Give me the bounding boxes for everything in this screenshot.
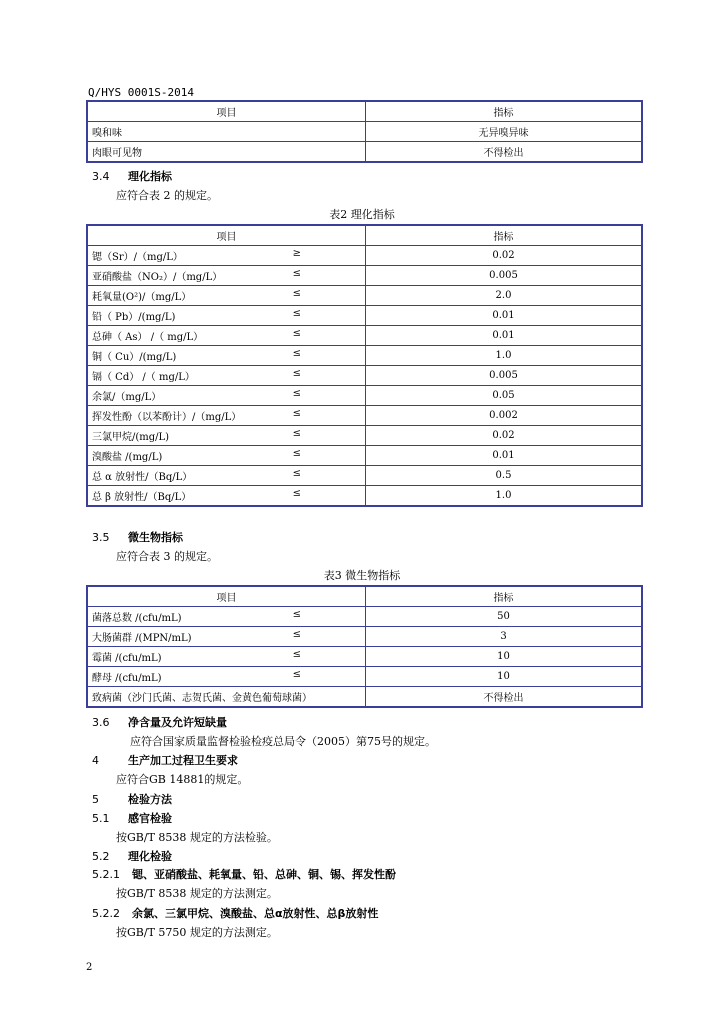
row-item xyxy=(87,386,366,406)
row-value: 2.0 xyxy=(366,286,643,306)
row-value: 无异嗅异味 xyxy=(366,122,643,142)
section-number: 5.2.1 xyxy=(92,868,120,881)
header-index: 指标 xyxy=(366,225,643,246)
row-item-label: 铜（ Cu）/(mg/L) xyxy=(92,352,177,363)
section-number: 5 xyxy=(92,793,99,806)
row-value: 不得检出 xyxy=(366,142,643,163)
section-5-2-2-heading xyxy=(92,905,378,921)
section-title: 理化检验 xyxy=(128,850,172,863)
microbiological-table xyxy=(86,585,643,708)
table-row xyxy=(87,446,642,466)
row-item-label: 总 β 放射性/（Bq/L） xyxy=(92,492,192,503)
table-row xyxy=(87,306,642,326)
row-value: 0.01 xyxy=(366,446,643,466)
table-row xyxy=(87,366,642,386)
table-row xyxy=(87,406,642,426)
table-row xyxy=(87,627,642,647)
row-item xyxy=(87,647,366,667)
row-item xyxy=(87,286,366,306)
comparison-sign: ≤ xyxy=(292,308,301,319)
comparison-sign: ≤ xyxy=(292,408,301,419)
row-item-label: 三氯甲烷/(mg/L) xyxy=(92,432,170,443)
section-title: 微生物指标 xyxy=(128,531,183,544)
row-item xyxy=(87,366,366,386)
header-index: 指标 xyxy=(366,586,643,607)
row-item: 肉眼可见物 xyxy=(87,142,366,163)
table-header-row xyxy=(87,225,642,246)
document-code: Q/HYS 0001S-2014 xyxy=(88,86,194,99)
section-4-heading xyxy=(92,752,238,768)
section-3-4-heading xyxy=(92,168,172,184)
row-item xyxy=(87,306,366,326)
row-value: 3 xyxy=(366,627,643,647)
row-item-label: 铅（ Pb）/(mg/L) xyxy=(92,312,176,323)
sensory-table xyxy=(86,100,643,163)
table-row xyxy=(87,647,642,667)
table-row xyxy=(87,346,642,366)
section-5-heading xyxy=(92,791,172,807)
row-item xyxy=(87,326,366,346)
section-number: 3.5 xyxy=(92,531,110,544)
row-item-label: 霉菌 /(cfu/mL) xyxy=(92,653,162,664)
comparison-sign: ≤ xyxy=(292,348,301,359)
row-value: 0.002 xyxy=(366,406,643,426)
row-item xyxy=(87,607,366,627)
section-title: 净含量及允许短缺量 xyxy=(128,716,227,729)
row-item xyxy=(87,266,366,286)
section-3-4-text: 应符合表 2 的规定。 xyxy=(116,189,218,202)
row-value: 10 xyxy=(366,647,643,667)
section-number: 5.2 xyxy=(92,850,110,863)
comparison-sign: ≤ xyxy=(292,609,301,620)
comparison-sign: ≤ xyxy=(292,368,301,379)
table-row xyxy=(87,266,642,286)
table-row xyxy=(87,142,642,163)
row-value: 1.0 xyxy=(366,346,643,366)
row-item xyxy=(87,486,366,507)
row-item-label: 酵母 /(cfu/mL) xyxy=(92,673,162,684)
page-number: 2 xyxy=(86,962,93,973)
section-3-6-heading xyxy=(92,714,227,730)
section-5-2-heading xyxy=(92,848,172,864)
row-item-label: 溴酸盐 /(mg/L) xyxy=(92,452,163,463)
row-item xyxy=(87,667,366,687)
table-header-row xyxy=(87,101,642,122)
row-value: 0.005 xyxy=(366,366,643,386)
header-index: 指标 xyxy=(366,101,643,122)
row-item xyxy=(87,346,366,366)
header-item: 项目 xyxy=(87,225,366,246)
table-row xyxy=(87,486,642,507)
row-item xyxy=(87,687,366,708)
section-title: 余氯、三氯甲烷、溴酸盐、总α放射性、总β放射性 xyxy=(132,907,379,920)
comparison-sign: ≤ xyxy=(292,428,301,439)
comparison-sign: ≤ xyxy=(292,468,301,479)
table-row xyxy=(87,386,642,406)
section-3-6-text: 应符合国家质量监督检验检疫总局令（2005）第75号的规定。 xyxy=(130,735,436,748)
comparison-sign: ≤ xyxy=(292,268,301,279)
row-value: 0.01 xyxy=(366,326,643,346)
section-title: 检验方法 xyxy=(128,793,172,806)
table-row xyxy=(87,326,642,346)
section-3-5-heading xyxy=(92,529,183,545)
row-value: 1.0 xyxy=(366,486,643,507)
table-row xyxy=(87,426,642,446)
row-item xyxy=(87,627,366,647)
section-number: 3.4 xyxy=(92,170,110,183)
table-row xyxy=(87,246,642,266)
section-number: 3.6 xyxy=(92,716,110,729)
row-item-label: 锶（Sr）/（mg/L） xyxy=(92,252,183,263)
section-title: 感官检验 xyxy=(128,812,172,825)
table-row xyxy=(87,607,642,627)
row-value: 0.02 xyxy=(366,426,643,446)
row-item-label: 余氯/（mg/L） xyxy=(92,392,162,403)
row-item xyxy=(87,466,366,486)
section-5-1-heading xyxy=(92,810,172,826)
section-title: 生产加工过程卫生要求 xyxy=(128,754,238,767)
row-item xyxy=(87,406,366,426)
comparison-sign: ≤ xyxy=(292,629,301,640)
row-value: 0.01 xyxy=(366,306,643,326)
comparison-sign: ≤ xyxy=(292,649,301,660)
table3-caption: 表3 微生物指标 xyxy=(323,569,401,582)
section-5-2-1-heading xyxy=(92,866,396,882)
section-5-2-2-text: 按GB/T 5750 规定的方法测定。 xyxy=(116,926,278,939)
row-item-label: 致病菌（沙门氏菌、志贺氏菌、金黄色葡萄球菌） xyxy=(92,693,312,704)
row-item: 嗅和味 xyxy=(87,122,366,142)
comparison-sign: ≤ xyxy=(292,488,301,499)
row-item-label: 总 α 放射性/（Bq/L） xyxy=(92,472,193,483)
comparison-sign: ≤ xyxy=(292,669,301,680)
table2-caption: 表2 理化指标 xyxy=(329,208,395,221)
section-5-2-1-text: 按GB/T 8538 规定的方法测定。 xyxy=(116,887,278,900)
comparison-sign: ≥ xyxy=(292,248,301,259)
table-row xyxy=(87,667,642,687)
table-row xyxy=(87,122,642,142)
row-item xyxy=(87,426,366,446)
row-value: 0.005 xyxy=(366,266,643,286)
comparison-sign: ≤ xyxy=(292,328,301,339)
table-row xyxy=(87,687,642,708)
row-item xyxy=(87,446,366,466)
table-header-row xyxy=(87,586,642,607)
comparison-sign: ≤ xyxy=(292,388,301,399)
row-item-label: 菌落总数 /(cfu/mL) xyxy=(92,613,182,624)
row-item-label: 挥发性酚（以苯酚计）/（mg/L） xyxy=(92,412,242,423)
row-value: 0.05 xyxy=(366,386,643,406)
header-item: 项目 xyxy=(87,586,366,607)
header-item: 项目 xyxy=(87,101,366,122)
row-value: 0.02 xyxy=(366,246,643,266)
section-5-1-text: 按GB/T 8538 规定的方法检验。 xyxy=(116,831,278,844)
section-title: 锶、亚硝酸盐、耗氧量、铅、总砷、铜、锡、挥发性酚 xyxy=(132,868,396,881)
row-item xyxy=(87,246,366,266)
table-row xyxy=(87,466,642,486)
section-number: 5.2.2 xyxy=(92,907,120,920)
section-number: 4 xyxy=(92,754,99,767)
row-value: 10 xyxy=(366,667,643,687)
section-title: 理化指标 xyxy=(128,170,172,183)
row-item-label: 亚硝酸盐（NO₂）/（mg/L） xyxy=(92,272,223,283)
row-item-label: 耗氧量(O²)/（mg/L） xyxy=(92,292,192,303)
row-item-label: 镉（ Cd） /（ mg/L） xyxy=(92,372,195,383)
section-4-text: 应符合GB 14881的规定。 xyxy=(116,773,249,786)
row-value: 50 xyxy=(366,607,643,627)
row-value: 0.5 xyxy=(366,466,643,486)
table-row xyxy=(87,286,642,306)
row-item-label: 总砷（ As） /（ mg/L） xyxy=(92,332,204,343)
comparison-sign: ≤ xyxy=(292,448,301,459)
row-item-label: 大肠菌群 /(MPN/mL) xyxy=(92,633,192,644)
row-value: 不得检出 xyxy=(366,687,643,708)
physicochemical-table xyxy=(86,224,643,507)
section-3-5-text: 应符合表 3 的规定。 xyxy=(116,550,218,563)
comparison-sign: ≤ xyxy=(292,288,301,299)
section-number: 5.1 xyxy=(92,812,110,825)
